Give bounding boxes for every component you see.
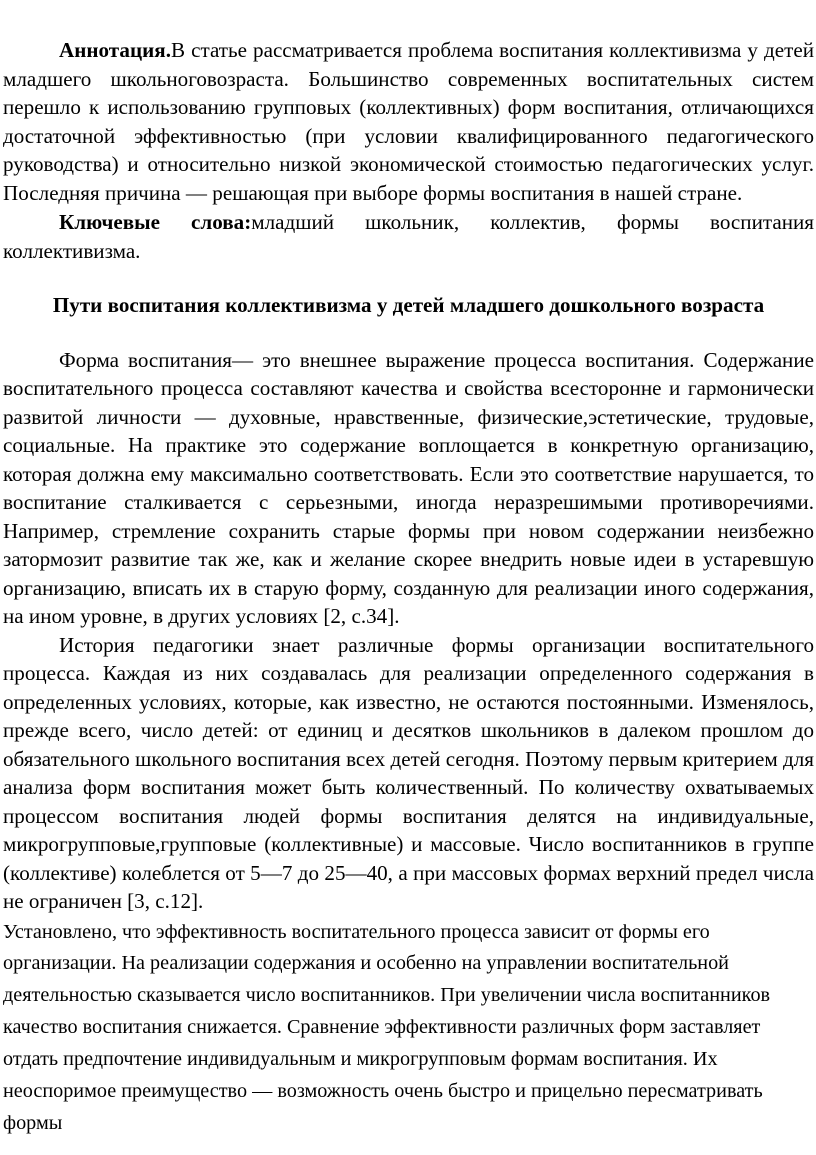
- annotation-paragraph: [3, 36, 814, 207]
- annotation-label: Аннотация.: [59, 38, 171, 62]
- body-paragraph-1: Форма воспитания— это внешнее выражение процесса воспитания. Содержание воспитательного процесса составляют качества и свойства всесторонне и гармонически развитой личности — духовные, нравственные, физические,эстетические, трудовые, социальные. На практике это содержание воплощается в конкретную организацию, которая должна ему максимально соответствовать. Если это соответствие нарушается, то воспитание сталкивается с серьезными, иногда неразрешимыми противоречиями. Например, стремление сохранить старые формы при новом содержании неизбежно затормозит развитие так же, как и желание скорее внедрить новые идеи в устаревшую организацию, вписать их в старую форму, созданную для реализации иного содержания, на ином уровне, в других условиях [2, с.34].: [3, 347, 814, 628]
- body-paragraph-3: Установлено, что эффективность воспитательного процесса зависит от формы его организации. На реализации содержания и особенно на управлении воспитательной деятельностью сказывается число воспитанников. При увеличении числа воспитанников качество воспитания снижается. Сравнение эффективности различных форм заставляет отдать предпочтение индивидуальным и микрогрупповым формам воспитания. Их неоспоримое преимущество — возможность очень быстро и прицельно пересматривать формы: [3, 920, 771, 1134]
- keywords-paragraph: [3, 208, 814, 265]
- article-heading: Пути воспитания коллективизма у детей младшего дошкольного возраста: [52, 293, 765, 317]
- body-paragraph-2: История педагогики знает различные формы организации воспитательного процесса. Каждая из них создавалась для реализации определенного содержания в определенных условиях, которые, как известно, не остаются постоянными. Изменялось, прежде всего, число детей: от единиц и десятков школьников в далеком прошлом до обязательного школьного воспитания всех детей сегодня. Поэтому первым критерием для анализа форм воспитания может быть количественный. По количеству охватываемых процессом воспитания людей формы воспитания делятся на индивидуальные, микрогрупповые,групповые (коллективные) и массовые. Число воспитанников в группе (коллективе) колеблется от 5—7 до 25—40, а при массовых формах верхний предел числа не ограничен [3, с.12].: [3, 632, 814, 913]
- keywords-label: Ключевые слова:: [59, 210, 252, 234]
- keywords-text: младший школьник, коллектив, формы воспитания коллективизма.: [3, 210, 814, 263]
- annotation-text: В статье рассматривается проблема воспитания коллективизма у детей младшего школьноговозраста. Большинство современных воспитательных систем перешло к использованию групповых (коллективных) форм воспитания, отличающихся достаточной эффективностью (при условии квалифицированного педагогического руководства) и относительно низкой экономической стоимостью педагогических услуг. Последняя причина — решающая при выборе формы воспитания в нашей стране.: [3, 38, 814, 205]
